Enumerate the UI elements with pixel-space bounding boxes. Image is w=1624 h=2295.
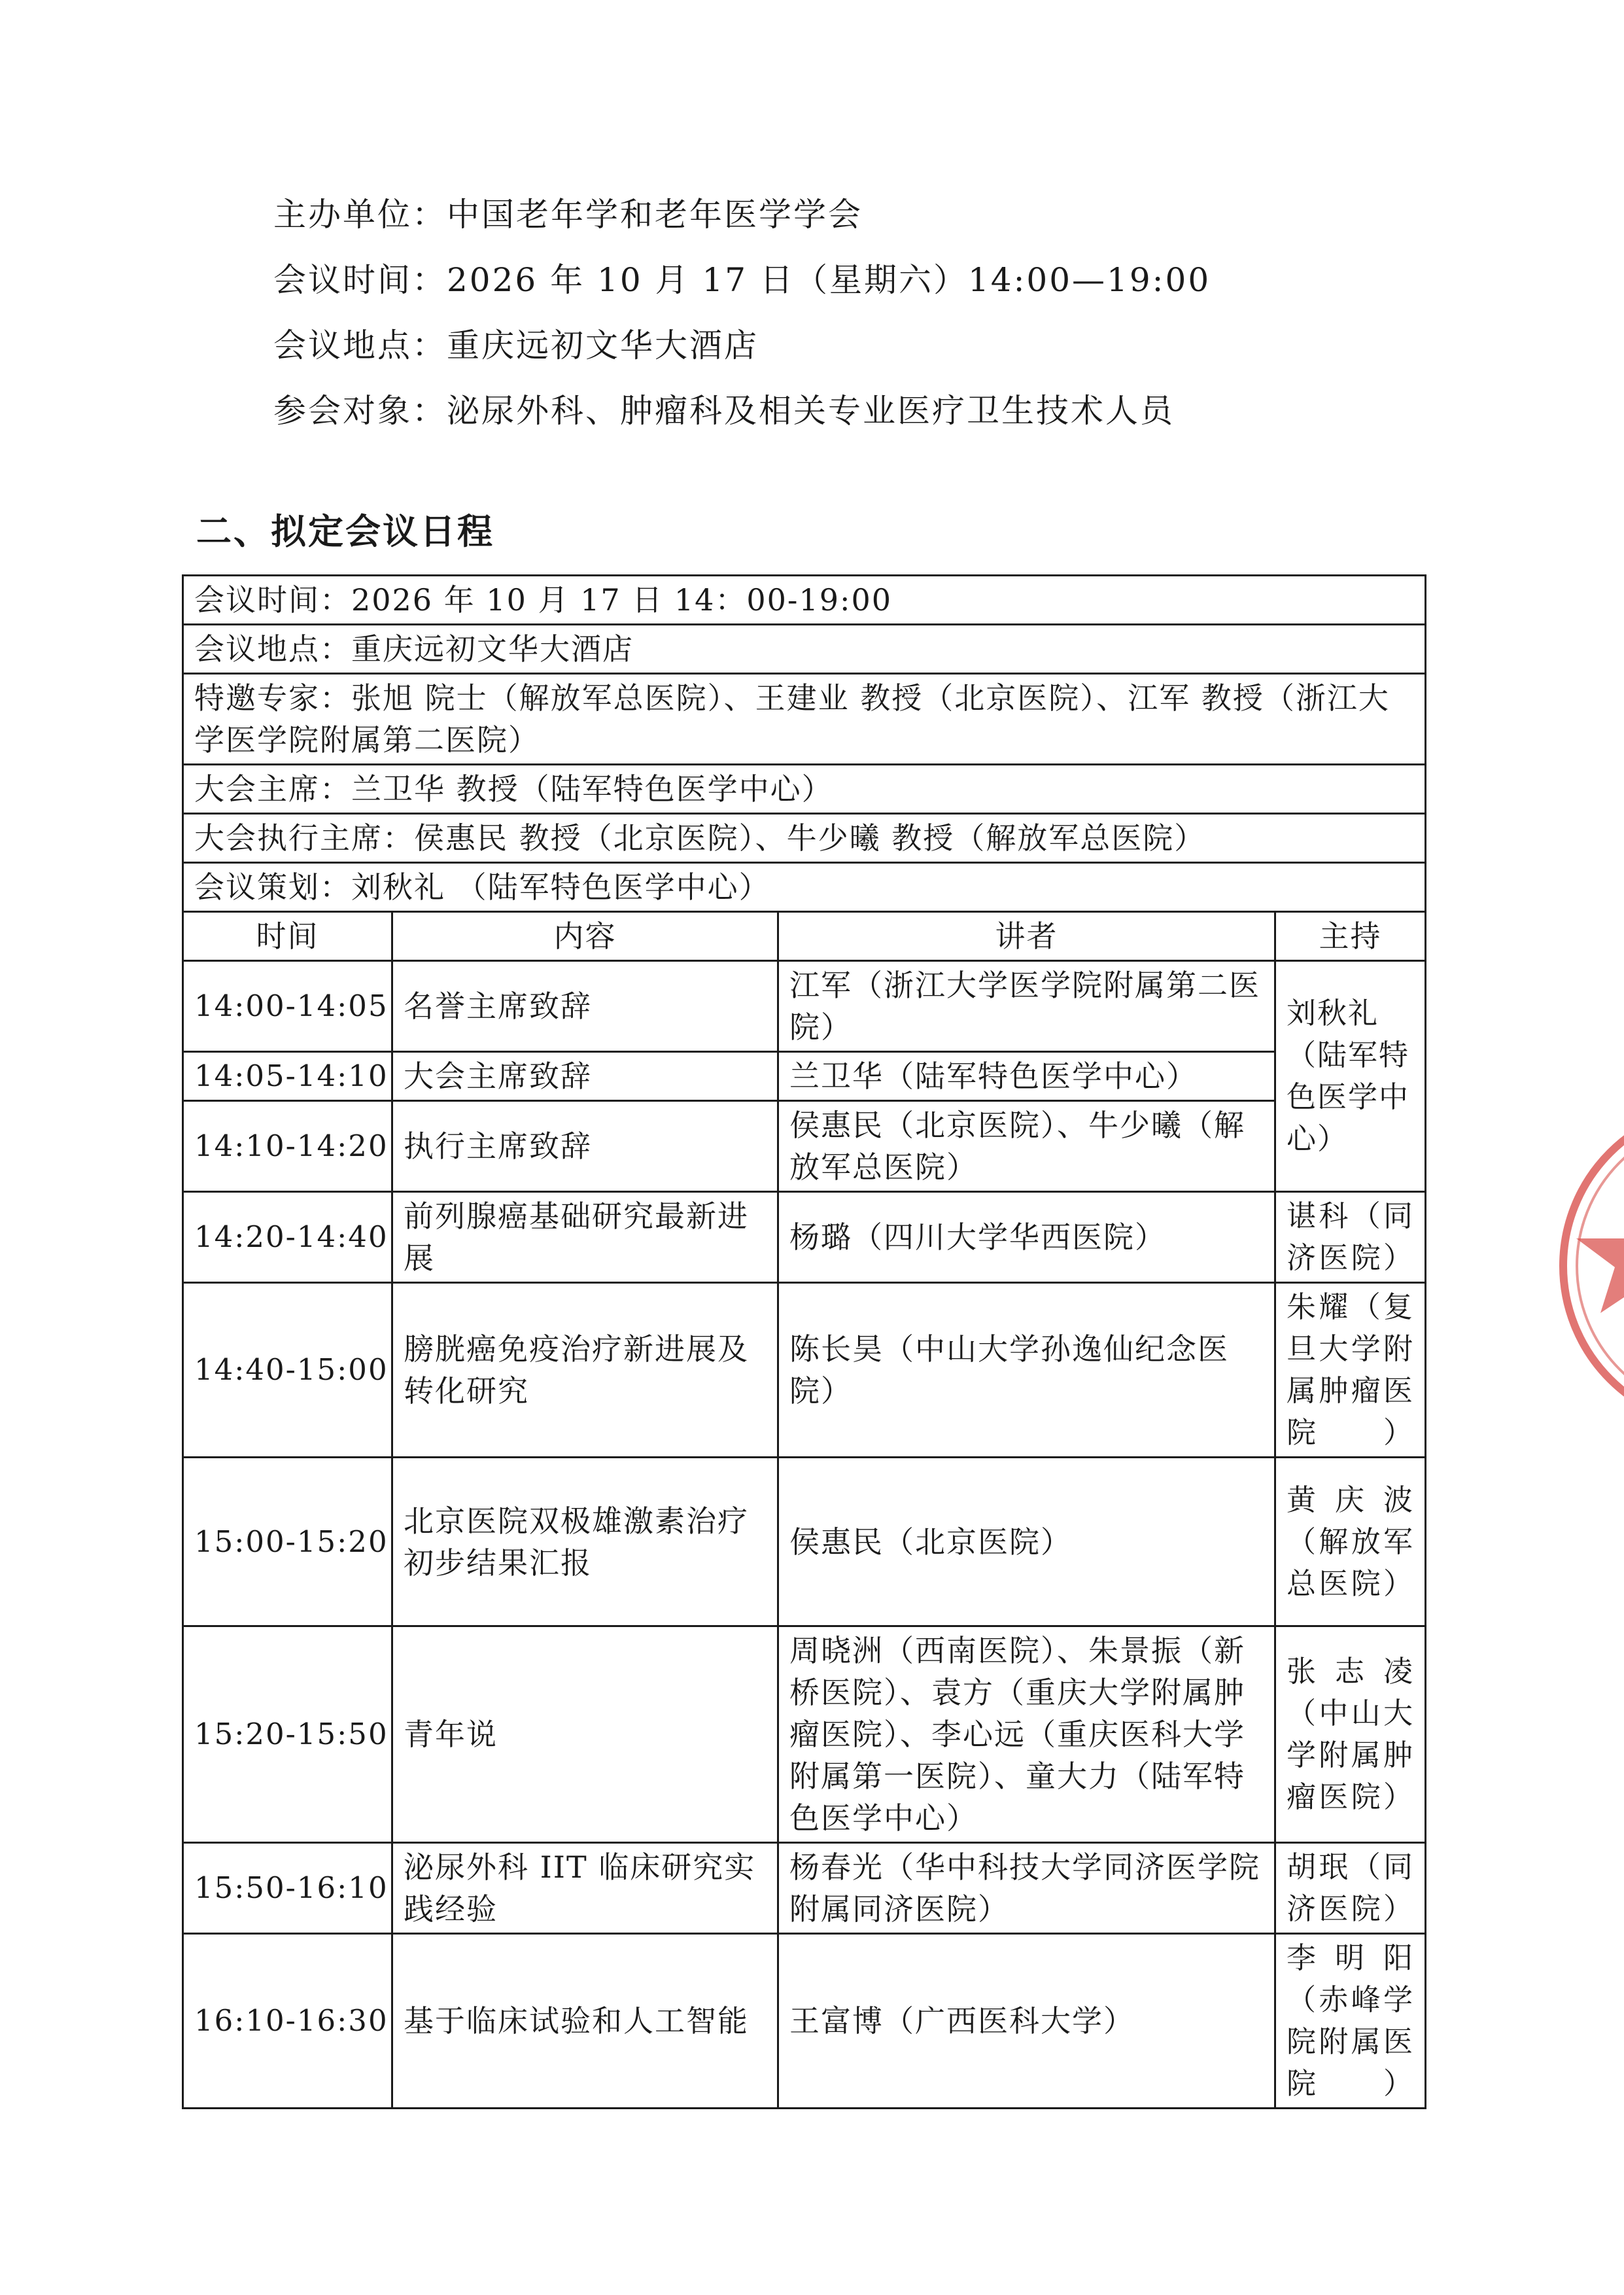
cell-speaker: 兰卫华（陆军特色医学中心）	[778, 1052, 1275, 1101]
meta-row	[183, 674, 1426, 765]
table-row	[183, 1934, 1426, 2109]
cell-host: 刘秋礼（陆军特色医学中心）	[1275, 961, 1426, 1192]
header-speaker: 讲者	[778, 912, 1275, 961]
cell-host: 胡珉（同济医院）	[1275, 1843, 1426, 1934]
cell-host: 李明阳（赤峰学院附属医院）	[1275, 1934, 1426, 2109]
cell-content: 膀胱癌免疫治疗新进展及转化研究	[392, 1283, 778, 1458]
meta-time: 会议时间：2026 年 10 月 17 日 14：00-19:00	[183, 576, 1426, 625]
meeting-info	[273, 182, 1211, 444]
meta-row	[183, 625, 1426, 674]
table-row	[183, 1052, 1426, 1101]
table-row	[183, 1626, 1426, 1843]
cell-content: 基于临床试验和人工智能	[392, 1934, 778, 2109]
cell-time: 15:00-15:20	[183, 1458, 392, 1626]
meta-row	[183, 576, 1426, 625]
cell-speaker: 江军（浙江大学医学院附属第二医院）	[778, 961, 1275, 1052]
cell-speaker: 杨春光（华中科技大学同济医学院附属同济医院）	[778, 1843, 1275, 1934]
section-title: 二、拟定会议日程	[196, 511, 494, 552]
info-audience	[273, 378, 1211, 444]
cell-time: 14:40-15:00	[183, 1283, 392, 1458]
cell-time: 14:10-14:20	[183, 1101, 392, 1192]
header-content: 内容	[392, 912, 778, 961]
meta-row	[183, 765, 1426, 814]
info-venue	[273, 313, 1211, 378]
header-host: 主持	[1275, 912, 1426, 961]
cell-host: 朱耀（复旦大学附属肿瘤医院）	[1275, 1283, 1426, 1458]
info-value: 泌尿外科、肿瘤科及相关专业医疗卫生技术人员	[447, 392, 1175, 430]
official-seal	[1534, 1076, 1624, 1456]
cell-time: 15:20-15:50	[183, 1626, 392, 1843]
table-row	[183, 1283, 1426, 1458]
cell-speaker: 王富博（广西医科大学）	[778, 1934, 1275, 2109]
meta-planner: 会议策划：刘秋礼 （陆军特色医学中心）	[183, 863, 1426, 912]
cell-content: 前列腺癌基础研究最新进展	[392, 1192, 778, 1283]
cell-speaker: 周晓洲（西南医院）、朱景振（新桥医院）、袁方（重庆大学附属肿瘤医院）、李心远（重庆医科大学附属第一医院）、童大力（陆军特色医学中心）	[778, 1626, 1275, 1843]
meta-row	[183, 814, 1426, 863]
meta-venue: 会议地点：重庆远初文华大酒店	[183, 625, 1426, 674]
info-value: 中国老年学和老年医学学会	[447, 196, 863, 234]
cell-speaker: 陈长昊（中山大学孙逸仙纪念医院）	[778, 1283, 1275, 1458]
meta-executive-chair: 大会执行主席：侯惠民 教授（北京医院）、牛少曦 教授（解放军总医院）	[183, 814, 1426, 863]
header-row	[183, 912, 1426, 961]
table-row	[183, 961, 1426, 1052]
cell-time: 16:10-16:30	[183, 1934, 392, 2109]
header-time: 时间	[183, 912, 392, 961]
cell-content: 名誉主席致辞	[392, 961, 778, 1052]
info-value: 重庆远初文华大酒店	[447, 326, 759, 364]
info-value: 2026 年 10 月 17 日（星期六）14:00—19:00	[447, 261, 1211, 299]
meta-experts: 特邀专家：张旭 院士（解放军总医院）、王建业 教授（北京医院）、江军 教授（浙江大学医学院附属第二医院）	[183, 674, 1426, 765]
cell-time: 15:50-16:10	[183, 1843, 392, 1934]
info-label: 会议时间：	[273, 261, 447, 299]
cell-host: 张志凌（中山大学附属肿瘤医院）	[1275, 1626, 1426, 1843]
cell-speaker: 杨璐（四川大学华西医院）	[778, 1192, 1275, 1283]
info-label: 主办单位：	[273, 196, 447, 234]
table-row	[183, 1192, 1426, 1283]
cell-speaker: 侯惠民（北京医院）、牛少曦（解放军总医院）	[778, 1101, 1275, 1192]
cell-content: 青年说	[392, 1626, 778, 1843]
info-label: 参会对象：	[273, 392, 447, 430]
info-label: 会议地点：	[273, 326, 447, 364]
meta-chair: 大会主席：兰卫华 教授（陆军特色医学中心）	[183, 765, 1426, 814]
cell-speaker: 侯惠民（北京医院）	[778, 1458, 1275, 1626]
cell-content: 北京医院双极雄激素治疗初步结果汇报	[392, 1458, 778, 1626]
table-row	[183, 1843, 1426, 1934]
info-time	[273, 247, 1211, 313]
agenda-table	[182, 574, 1426, 2109]
cell-time: 14:00-14:05	[183, 961, 392, 1052]
cell-time: 14:20-14:40	[183, 1192, 392, 1283]
cell-content: 执行主席致辞	[392, 1101, 778, 1192]
cell-time: 14:05-14:10	[183, 1052, 392, 1101]
meta-row	[183, 863, 1426, 912]
cell-content: 泌尿外科 IIT 临床研究实践经验	[392, 1843, 778, 1934]
cell-content: 大会主席致辞	[392, 1052, 778, 1101]
info-organizer	[273, 182, 1211, 247]
table-row	[183, 1458, 1426, 1626]
cell-host: 谌科（同济医院）	[1275, 1192, 1426, 1283]
cell-host: 黄庆波（解放军总医院）	[1275, 1458, 1426, 1626]
table-row	[183, 1101, 1426, 1192]
